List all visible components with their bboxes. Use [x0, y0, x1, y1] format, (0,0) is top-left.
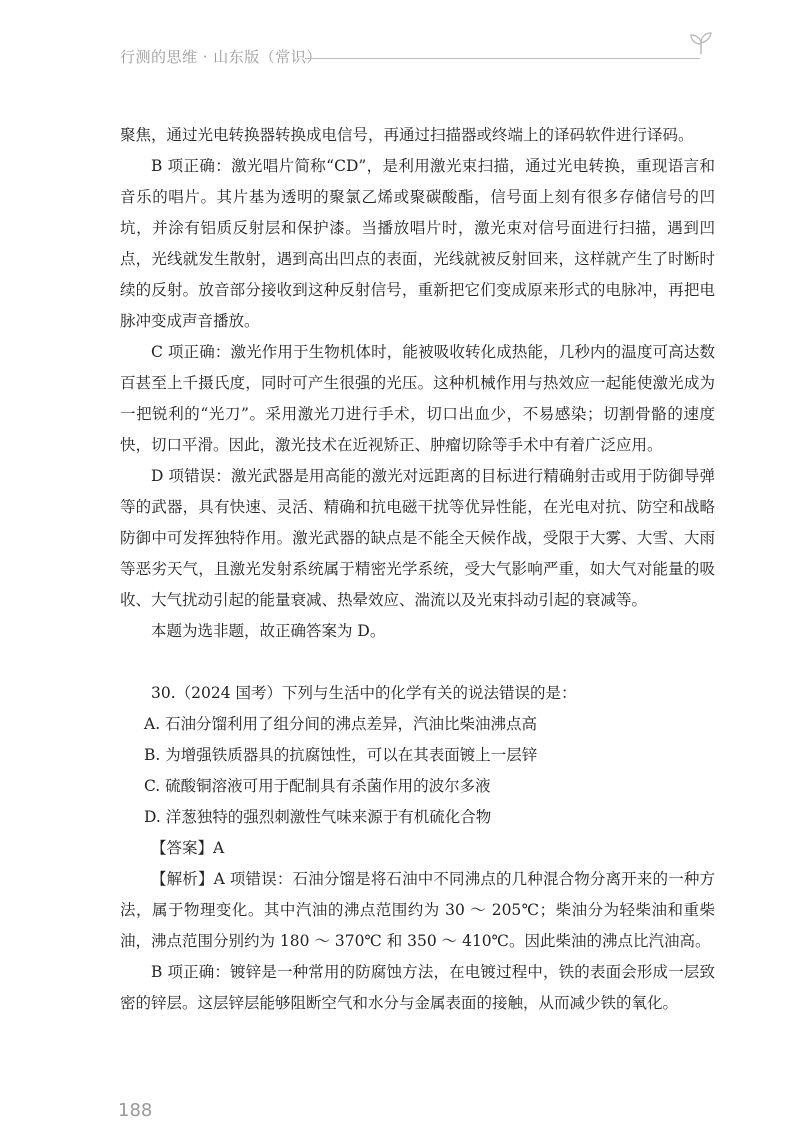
- analysis-paragraph: 【解析】A 项错误：石油分馏是将石油中不同沸点的几种混合物分离开来的一种方法，属于物理变化。其中汽油的沸点范围约为 30 ～ 205℃；柴油分为轻柴油和重柴油，沸点范围分别约为 180 ～ 370℃ 和 350 ～ 410℃。因此柴油的沸点比汽油高。: [120, 870, 715, 950]
- question-stem: 30.（2024 国考）下列与生活中的化学有关的说法错误的是：: [151, 684, 577, 702]
- paragraph-option-c: C 项正确：激光作用于生物机体时，能被吸收转化成热能，几秒内的温度可高达数百甚至上千摄氏度，同时可产生很强的光压。这种机械作用与热效应一起能使激光成为一把锐利的“光刀”。采用激光刀进行手术，切口出血少，不易感染；切割骨骼的速度快，切口平滑。因此，激光技术在近视矫正、肿瘤切除等手术中有着广泛应用。: [120, 343, 715, 454]
- paragraph-conclusion: 本题为选非题，故正确答案为 D。: [151, 622, 386, 640]
- header-rule: [305, 58, 700, 59]
- question-option-a: A. 石油分馏利用了组分间的沸点差异，汽油比柴油沸点高: [144, 715, 538, 733]
- page-number: 188: [118, 1100, 153, 1121]
- question-option-d: D. 洋葱独特的强烈刺激性气味来源于有机硫化合物: [144, 808, 492, 826]
- running-header: 行测的思维 · 山东版（常识）: [120, 48, 322, 66]
- paragraph-option-d: D 项错误：激光武器是用高能的激光对远距离的目标进行精确射击或用于防御导弹等的武器，具有快速、灵活、精确和抗电磁干扰等优异性能，在光电对抗、防空和战略防御中可发挥独特作用。激光武器的缺点是不能全天候作战，受限于大雾、大雪、大雨等恶劣天气，且激光发射系统属于精密光学系统，受大气影响严重，如大气对能量的吸收、大气扰动引起的能量衰减、热晕效应、湍流以及光束抖动引起的衰减等。: [120, 467, 715, 609]
- sprout-icon: [688, 30, 714, 56]
- question-option-c: C. 硫酸铜溶液可用于配制具有杀菌作用的波尔多液: [144, 777, 491, 795]
- answer-line: 【答案】A: [151, 839, 225, 857]
- paragraph-option-b: B 项正确：激光唱片简称“CD”，是利用激光束扫描，通过光电转换，重现语言和音乐的唱片。其片基为透明的聚氯乙烯或聚碳酸酯，信号面上刻有很多存储信号的凹坑，并涂有铝质反射层和保护漆。当播放唱片时，激光束对信号面进行扫描，遇到凹点，光线就发生散射，遇到高出凹点的表面，光线就被反射回来，这样就产生了时断时续的反射。放音部分接收到这种反射信号，重新把它们变成原来形式的电脉冲，再把电脉冲变成声音播放。: [120, 157, 715, 330]
- page-content: [120, 120, 715, 1019]
- paragraph-continuation: 聚焦，通过光电转换器转换成电信号，再通过扫描器或终端上的译码软件进行译码。: [120, 126, 694, 144]
- question-option-b: B. 为增强铁质器具的抗腐蚀性，可以在其表面镀上一层锌: [144, 746, 538, 764]
- analysis-option-b: B 项正确：镀锌是一种常用的防腐蚀方法，在电镀过程中，铁的表面会形成一层致密的锌层。这层锌层能够阻断空气和水分与金属表面的接触，从而减少铁的氧化。: [120, 963, 715, 1012]
